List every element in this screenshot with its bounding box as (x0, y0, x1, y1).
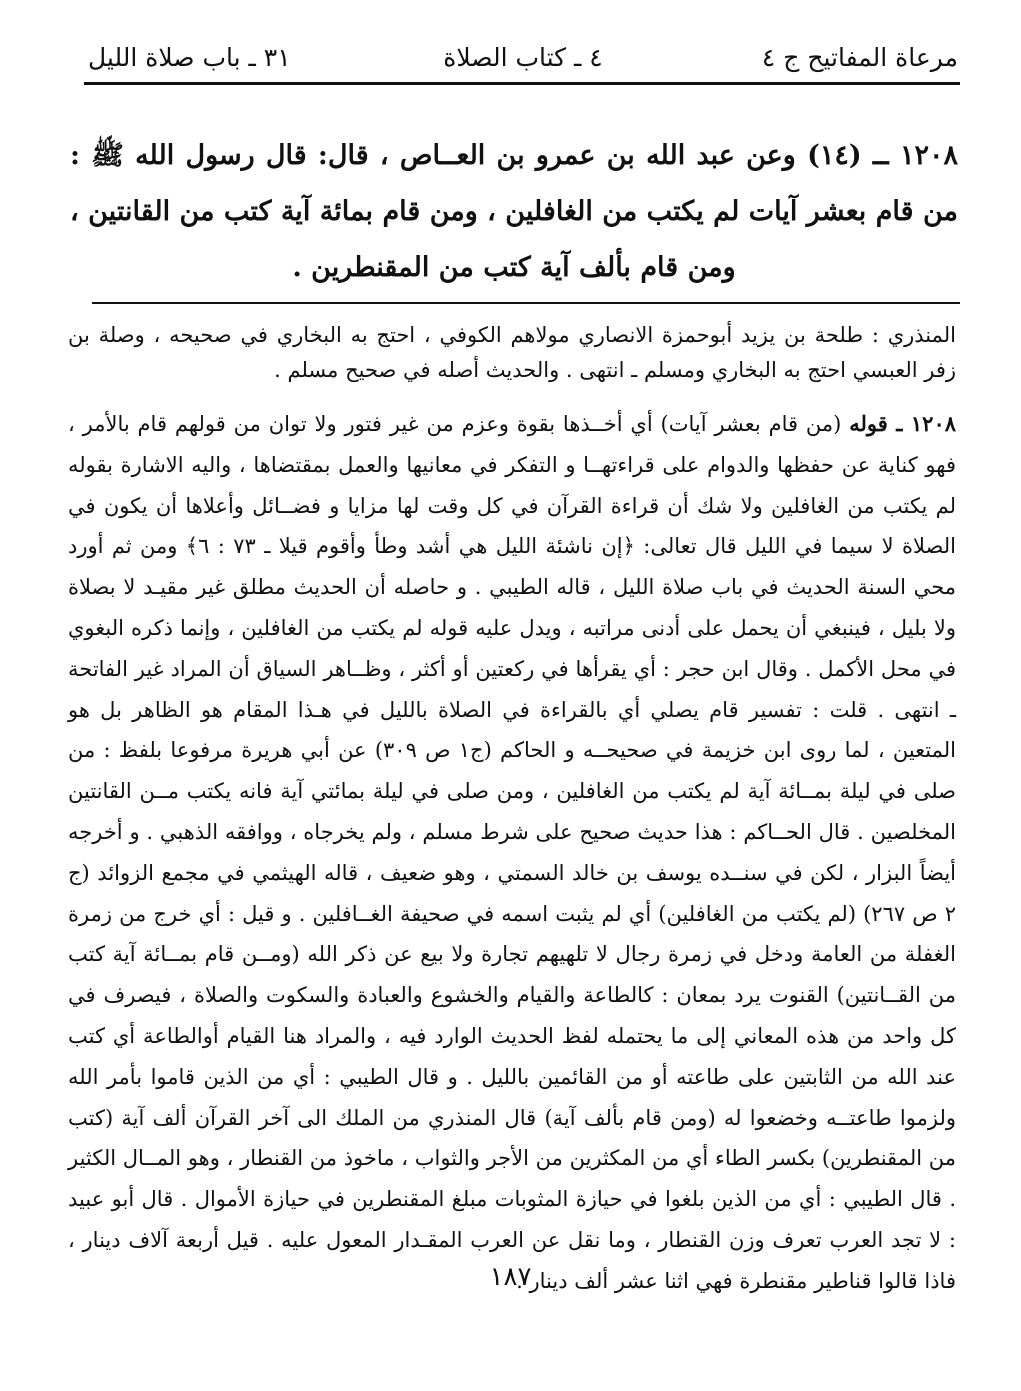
header-chapter: ٤ ـ كتاب الصلاة (443, 43, 603, 72)
header-book-volume: مرعاة المفاتيح ج ٤ (761, 43, 958, 72)
header-rule (84, 82, 960, 85)
page-number: ١٨٧ (489, 1262, 532, 1292)
commentary-lead: ١٢٠٨ ـ قوله (849, 411, 957, 436)
running-header (88, 38, 958, 78)
footnote-mundhiri: المنذري : طلحة بن يزيد أبوحمزة الانصاري مولاهم الكوفي ، احتج به البخاري في صحيحه ، وصلة بن زفر العبسي احتج به البخاري ومسلم ـ انتهى . والحديث أصله في صحيح مسلم . (68, 323, 957, 382)
section-divider (92, 302, 960, 304)
commentary (68, 404, 956, 1302)
hadith-text: ١٢٠٨ ــ (١٤) وعن عبد الله بن عمرو بن العــاص ، قال: قال رسول الله ﷺ : من قام بعشر آيات لم يكتب من الغافلين ، ومن قام بمائة آية كتب من القانتين ، ومن قام بألف آية كتب من المقنطرين . (70, 140, 958, 283)
header-section: ٣١ ـ باب صلاة الليل (88, 43, 291, 72)
commentary-text: (من قام بعشر آيات) أي أخــذها بقوة وعزم من غير فتور ولا توان من قولهم قام بالأمر ، فهو كناية عن حفظها والدوام على قراءتهــا و التفكر في معانيها والعمل بمقتضاها ، واليه الاشارة بقوله لم يكتب من الغافلين ولا شك أن قراءة القرآن في كل وقت لها مزايا و فضــائل وأعلاها أن يكون في الصلاة لا سيما في الليل قال تعالى: ﴿إن ناشئة الليل هي أشد وطأ وأقوم قيلا ـ ٧٣ : ٦﴾ ومن ثم أورد محي السنة الحديث في باب صلاة الليل ، قاله الطيبي . و حاصله أن الحديث مطلق غير مقيـد لا بصلاة ولا بليل ، فينبغي أن يحمل على أدنى مراتبه ، ويدل عليه قوله لم يكتب من الغافلين ، وإنما ذكره البغوي في محل الأكمل . وقال ابن حجر : أي يقرأها في ركعتين أو أكثر ، وظــاهر السياق أن المراد غير الفاتحة ـ انتهى . قلت : تفسير قام يصلي أي بالقراءة في الصلاة بالليل في هـذا المقام هو الظاهر بل هو المتعين ، لما روى ابن خزيمة في صحيحــه و الحاكم (ج١ ص ٣٠٩) عن أبي هريرة مرفوعا بلفظ : من صلى في ليلة بمــائة آية لم يكتب من الغافلين ، ومن صلى في ليلة بمائتي آية فانه يكتب مــن القانتين المخلصين . قال الحــاكم : هذا حديث صحيح على شرط مسلم ، ولم يخرجاه ، ووافقه الذهبي . و أخرجه أيضاً البزار ، لكن في سنــده يوسف بن خالد السمتي ، وهو ضعيف ، قاله الهيثمي في مجمع الزوائد (ج ٢ ص ٢٦٧) (لم يكتب من الغافلين) أي لم يثبت اسمه في صحيفة الغــافلين . و قيل : أي خرج من زمرة الغفلة من العامة ودخل في زمرة رجال لا تلهيهم تجارة ولا بيع عن ذكر الله (ومــن قام بمــائة آية كتب من القــانتين) القنوت يرد بمعان : كالطاعة والقيام والخشوع والعبادة والسكوت والصلاة ، فيصرف في كل واحد من هذه المعاني إلى ما يحتمله لفظ الحديث الوارد فيه ، والمراد هنا القيام أوالطاعة أي كتب عند الله من الثابتين على طاعته أو من القائمين بالليل . و قال الطيبي : أي من الذين قاموا بأمر الله ولزموا طاعتــه وخضعوا له (ومن قام بألف آية) قال المنذري من الملك الى آخر القرآن ألف آية (كتب من المقنطرين) بكسر الطاء أي من المكثرين من الأجر والثواب ، ماخوذ من القنطار ، وهو المــال الكثير . قال الطيبي : أي من الذين بلغوا في حيازة المثوبات مبلغ المقنطرين في حيازة الأموال . قال أبو عبيد : لا تجد العرب تعرف وزن القنطار ، وما نقل عن العرب المقـدار المعول عليه . قيل أربعة آلاف دينار ، فاذا قالوا قناطير مقنطرة فهي اثنا عشر ألف دينار . (68, 412, 957, 1293)
